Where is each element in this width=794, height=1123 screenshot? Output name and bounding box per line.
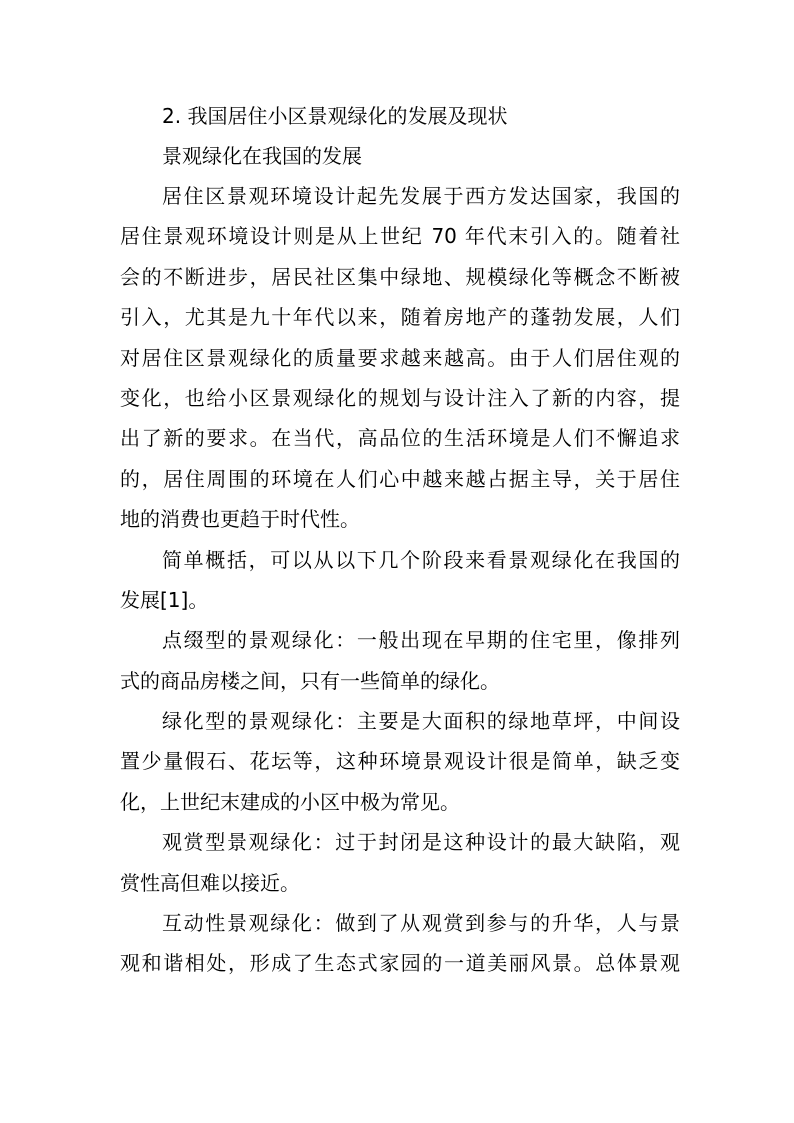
paragraph-line: 居住区景观环境设计起先发展于西方发达国家，我国的 [162, 184, 680, 208]
paragraph-interactive-type [120, 903, 680, 984]
paragraph-development-intro [120, 176, 680, 540]
paragraph-line: 地的消费也更趋于时代性。 [120, 507, 360, 532]
paragraph-line: 会的不断进步，居民社区集中绿地、规模绿化等概念不断被 [120, 264, 680, 289]
subsection-heading: 景观绿化在我国的发展 [162, 144, 362, 168]
document-body [120, 96, 680, 984]
paragraph-line: 观和谐相处，形成了生态式家园的一道美丽风景。总体景观 [120, 951, 680, 976]
paragraph-line: 对居住区景观绿化的质量要求越来越高。由于人们居住观的 [120, 345, 680, 370]
paragraph-line: 置少量假石、花坛等，这种环境景观设计很是简单，缺乏变 [120, 749, 680, 774]
paragraph-stages-summary [120, 540, 680, 621]
paragraph-line: 发展[1]。 [120, 587, 209, 612]
paragraph-ornamental-type [120, 822, 680, 903]
paragraph-line: 简单概括，可以从以下几个阶段来看景观绿化在我国的 [162, 547, 680, 572]
paragraph-greening-type [120, 701, 680, 822]
paragraph-line: 居住景观环境设计则是从上世纪 70 年代末引入的。随着社 [120, 224, 680, 249]
paragraph-line: 观赏型景观绿化：过于封闭是这种设计的最大缺陷，观 [162, 830, 680, 855]
paragraph-line: 互动性景观绿化：做到了从观赏到参与的升华，人与景 [162, 911, 680, 936]
paragraph-line: 式的商品房楼之间，只有一些简单的绿化。 [120, 668, 500, 693]
paragraph-line: 出了新的要求。在当代，高品位的生活环境是人们不懈追求 [120, 426, 680, 451]
paragraph-line: 化，上世纪末建成的小区中极为常见。 [120, 789, 460, 814]
paragraph-decorative-greening [120, 620, 680, 701]
paragraph-line: 绿化型的景观绿化：主要是大面积的绿地草坪，中间设 [162, 709, 680, 734]
paragraph-line: 点缀型的景观绿化：一般出现在早期的住宅里，像排列 [162, 628, 680, 653]
paragraph-line: 的，居住周围的环境在人们心中越来越占据主导，关于居住 [120, 466, 680, 491]
paragraph-line: 赏性高但难以接近。 [120, 870, 300, 895]
paragraph-line: 变化，也给小区景观绿化的规划与设计注入了新的内容，提 [120, 385, 680, 410]
paragraph-line: 引入，尤其是九十年代以来，随着房地产的蓬勃发展，人们 [120, 305, 680, 330]
section-heading: 2. 我国居住小区景观绿化的发展及现状 [162, 104, 508, 128]
